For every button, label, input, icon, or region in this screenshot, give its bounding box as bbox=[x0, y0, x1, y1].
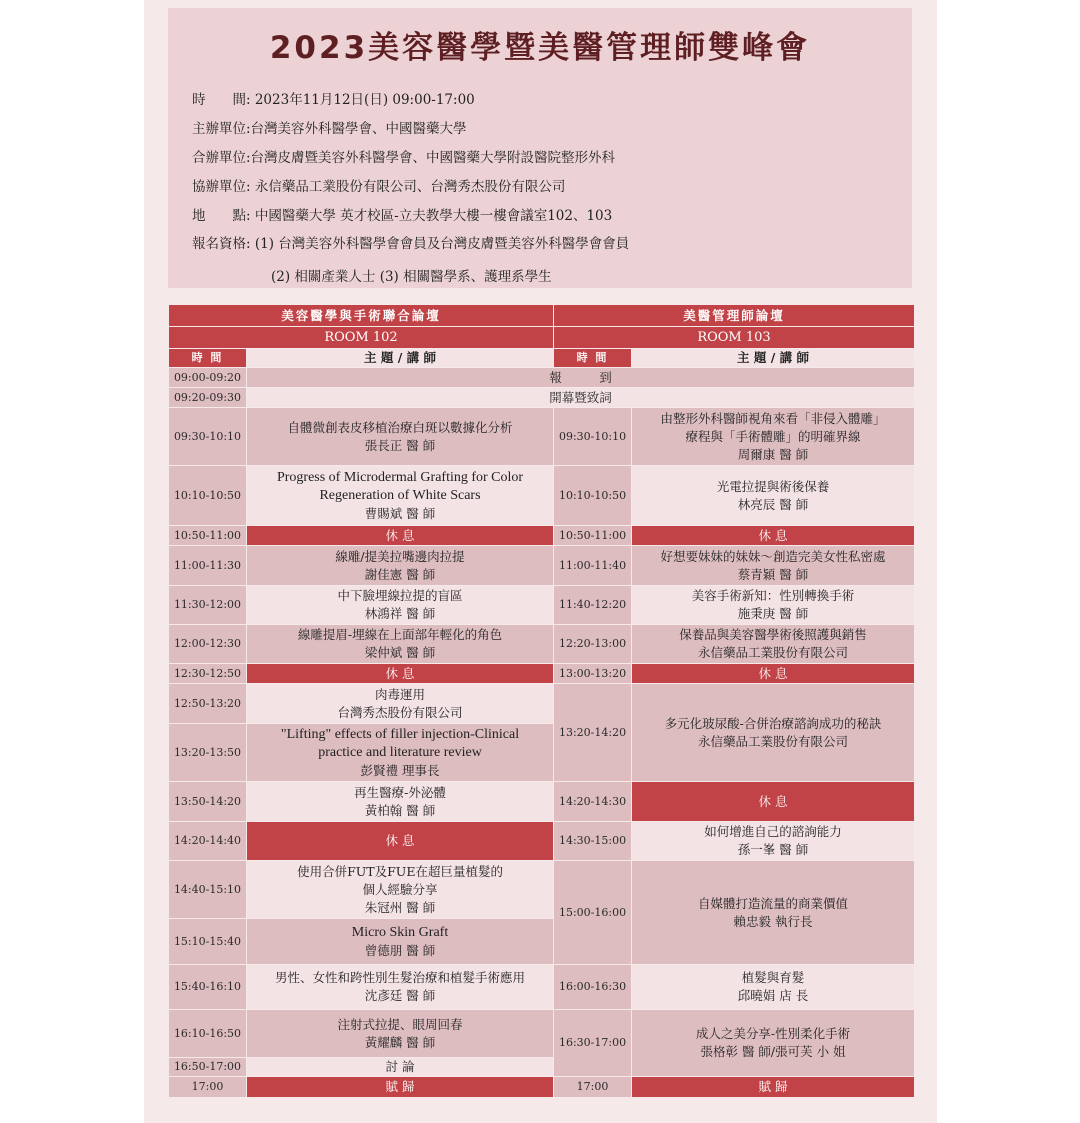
col-time-left: 時 間 bbox=[169, 349, 246, 367]
session-speaker: 賴忠毅 執行長 bbox=[733, 913, 813, 929]
session-topic: 自體微創表皮移植治療白斑以數據化分析 bbox=[287, 419, 513, 435]
break-cell: 休 息 bbox=[632, 526, 914, 545]
session-speaker: 周爾康 醫 師 bbox=[737, 446, 809, 462]
session-cell bbox=[247, 586, 553, 624]
session-topic: 療程與「手術體雕」的明確界線 bbox=[685, 428, 861, 444]
session-topic: Micro Skin Graft bbox=[351, 924, 449, 940]
session-topic: 肉毒運用 bbox=[375, 686, 426, 702]
session-speaker: 梁仲斌 醫 師 bbox=[364, 645, 436, 660]
time-cell: 17:00 bbox=[554, 1077, 631, 1097]
session-speaker: 永信藥品工業股份有限公司 bbox=[698, 645, 849, 660]
time-cell: 10:10-10:50 bbox=[554, 466, 631, 525]
session-speaker: 黃柏翰 醫 師 bbox=[364, 802, 436, 818]
time-cell: 10:50-11:00 bbox=[169, 526, 246, 545]
closing-cell: 賦 歸 bbox=[632, 1077, 914, 1097]
session-cell bbox=[632, 546, 914, 585]
session-cell bbox=[632, 586, 914, 624]
event-info-panel bbox=[168, 8, 912, 288]
session-cell bbox=[247, 861, 553, 918]
session-cell bbox=[247, 546, 553, 585]
session-speaker: 永信藥品工業股份有限公司 bbox=[698, 733, 849, 749]
session-speaker: 謝佳憲 醫 師 bbox=[364, 566, 436, 582]
session-topic: 光電拉提與術後保養 bbox=[716, 478, 830, 494]
room-left: ROOM 102 bbox=[169, 327, 553, 348]
session-cell bbox=[632, 408, 914, 465]
session-topic: practice and literature review bbox=[318, 744, 482, 760]
session-cell bbox=[632, 861, 914, 964]
time-cell: 15:40-16:10 bbox=[169, 965, 246, 1009]
session-cell bbox=[247, 919, 553, 964]
time-cell: 09:30-10:10 bbox=[169, 408, 246, 465]
break-cell: 休 息 bbox=[247, 526, 553, 545]
session-cell bbox=[247, 625, 553, 663]
break-cell: 休 息 bbox=[247, 664, 553, 683]
session-speaker: 林鴻祥 醫 師 bbox=[364, 606, 436, 621]
time-cell: 17:00 bbox=[169, 1077, 246, 1097]
session-cell bbox=[247, 724, 553, 781]
time-cell: 13:50-14:20 bbox=[169, 782, 246, 821]
break-cell: 休 息 bbox=[247, 822, 553, 860]
time-cell: 12:00-12:30 bbox=[169, 625, 246, 663]
session-topic: 線雕提眉-埋線在上面部年輕化的角色 bbox=[297, 627, 503, 642]
break-cell: 休 息 bbox=[632, 664, 914, 683]
room-right: ROOM 103 bbox=[554, 327, 914, 348]
session-speaker: 曹賜斌 醫 師 bbox=[364, 505, 436, 521]
session-topic: Regeneration of White Scars bbox=[319, 487, 481, 503]
session-topic: 使用合併FUT及FUE在超巨量植髮的 bbox=[297, 863, 503, 879]
info-eligibility-2: (2) 相關產業人士 (3) 相關醫學系、護理系學生 bbox=[271, 269, 552, 285]
time-cell: 16:50-17:00 bbox=[169, 1058, 246, 1076]
info-venue: 地 點: 中國醫藥大學 英才校區-立夫教學大樓一樓會議室102、103 bbox=[192, 208, 613, 224]
session-speaker: 張格彰 醫 師/張可芙 小 姐 bbox=[700, 1044, 846, 1059]
discussion-cell: 討 論 bbox=[247, 1058, 553, 1076]
time-cell: 12:30-12:50 bbox=[169, 664, 246, 683]
session-topic: "Lifting" effects of filler injection-Clinical bbox=[280, 726, 520, 742]
time-cell: 12:50-13:20 bbox=[169, 684, 246, 723]
session-topic: 線雕/提美拉嘴邊肉拉提 bbox=[335, 548, 465, 564]
session-speaker: 黃耀麟 醫 師 bbox=[364, 1034, 436, 1050]
time-cell: 14:20-14:30 bbox=[554, 782, 631, 821]
time-cell: 09:00-09:20 bbox=[169, 368, 246, 387]
forum-right-title: 美醫管理師論壇 bbox=[554, 305, 914, 326]
closing-cell: 賦 歸 bbox=[247, 1077, 553, 1097]
session-topic: 成人之美分享-性別柔化手術 bbox=[695, 1026, 851, 1041]
session-speaker: 施秉庚 醫 師 bbox=[737, 606, 809, 621]
session-cell bbox=[632, 1010, 914, 1076]
session-topic: 個人經驗分享 bbox=[362, 881, 438, 897]
opening-row: 開幕暨致詞 bbox=[247, 388, 914, 407]
session-topic: Progress of Microdermal Grafting for Color bbox=[276, 469, 524, 485]
time-cell: 09:30-10:10 bbox=[554, 408, 631, 465]
time-cell: 12:20-13:00 bbox=[554, 625, 631, 663]
schedule-table bbox=[168, 304, 915, 1098]
session-cell bbox=[247, 782, 553, 821]
time-cell: 10:10-10:50 bbox=[169, 466, 246, 525]
session-speaker: 張長正 醫 師 bbox=[364, 437, 436, 453]
session-topic: 好想要妹妹的妹妹～創造完美女性私密處 bbox=[660, 548, 886, 564]
session-speaker: 孫一峯 醫 師 bbox=[737, 842, 809, 857]
session-topic: 多元化玻尿酸-合併治療諮詢成功的秘訣 bbox=[664, 715, 882, 731]
page-title: 2023美容醫學暨美醫管理師雙峰會 bbox=[269, 30, 811, 66]
time-cell: 14:20-14:40 bbox=[169, 822, 246, 860]
time-cell: 11:30-12:00 bbox=[169, 586, 246, 624]
time-cell: 09:20-09:30 bbox=[169, 388, 246, 407]
info-date: 時 間: 2023年11月12日(日) 09:00-17:00 bbox=[192, 92, 475, 108]
time-cell: 16:10-16:50 bbox=[169, 1010, 246, 1057]
session-cell bbox=[632, 965, 914, 1009]
break-cell: 休 息 bbox=[632, 782, 914, 821]
info-assisting-units: 協辦單位: 永信藥品工業股份有限公司、台灣秀杰股份有限公司 bbox=[192, 179, 566, 195]
session-cell bbox=[632, 684, 914, 781]
session-topic: 美容手術新知：性別轉換手術 bbox=[691, 588, 855, 603]
time-cell: 16:00-16:30 bbox=[554, 965, 631, 1009]
session-topic: 再生醫療-外泌體 bbox=[354, 784, 446, 800]
session-speaker: 曾德朋 醫 師 bbox=[364, 942, 436, 958]
session-topic: 如何增進自己的諮詢能力 bbox=[704, 824, 842, 839]
session-cell bbox=[632, 625, 914, 663]
col-time-right: 時 間 bbox=[554, 349, 631, 367]
time-cell: 15:10-15:40 bbox=[169, 919, 246, 964]
session-topic: 注射式拉提、眼周回春 bbox=[337, 1016, 463, 1032]
time-cell: 13:20-14:20 bbox=[554, 684, 631, 781]
time-cell: 11:40-12:20 bbox=[554, 586, 631, 624]
time-cell: 15:00-16:00 bbox=[554, 861, 631, 964]
time-cell: 13:20-13:50 bbox=[169, 724, 246, 781]
session-cell bbox=[632, 466, 914, 525]
session-speaker: 林亮辰 醫 師 bbox=[737, 496, 809, 512]
session-cell bbox=[247, 965, 553, 1009]
info-co-organizer: 合辦單位:台灣皮膚暨美容外科醫學會、中國醫藥大學附設醫院整形外科 bbox=[192, 150, 616, 166]
col-topic-right: 主 題 / 講 師 bbox=[632, 349, 914, 367]
session-speaker: 邱曉娟 店 長 bbox=[737, 988, 809, 1003]
session-topic: 男性、女性和跨性別生髮治療和植髮手術應用 bbox=[275, 970, 526, 985]
session-topic: 自媒體打造流量的商業價值 bbox=[698, 895, 849, 911]
forum-left-title: 美容醫學與手術聯合論壇 bbox=[169, 305, 553, 326]
time-cell: 16:30-17:00 bbox=[554, 1010, 631, 1076]
session-cell bbox=[247, 408, 553, 465]
session-cell bbox=[247, 1010, 553, 1057]
session-speaker: 台灣秀杰股份有限公司 bbox=[337, 704, 463, 720]
session-speaker: 沈彥廷 醫 師 bbox=[364, 988, 436, 1003]
time-cell: 14:30-15:00 bbox=[554, 822, 631, 860]
session-topic: 植髮與育髮 bbox=[741, 970, 805, 985]
session-speaker: 彭賢禮 理事長 bbox=[360, 762, 440, 778]
time-cell: 10:50-11:00 bbox=[554, 526, 631, 545]
col-topic-left: 主 題 / 講 師 bbox=[247, 349, 553, 367]
time-cell: 11:00-11:40 bbox=[554, 546, 631, 585]
session-speaker: 蔡青穎 醫 師 bbox=[737, 566, 809, 582]
session-topic: 由整形外科醫師視角來看「非侵入體雕」 bbox=[660, 410, 886, 426]
info-eligibility: 報名資格: (1) 台灣美容外科醫學會會員及台灣皮膚暨美容外科醫學會會員 bbox=[192, 236, 630, 252]
session-cell bbox=[247, 684, 553, 723]
session-topic: 保養品與美容醫學術後照護與銷售 bbox=[679, 627, 867, 642]
session-cell bbox=[632, 822, 914, 860]
time-cell: 13:00-13:20 bbox=[554, 664, 631, 683]
registration-row: 報 到 bbox=[247, 368, 914, 387]
time-cell: 11:00-11:30 bbox=[169, 546, 246, 585]
time-cell: 14:40-15:10 bbox=[169, 861, 246, 918]
session-topic: 中下臉埋線拉提的盲區 bbox=[337, 588, 463, 603]
info-organizer: 主辦單位:台灣美容外科醫學會、中國醫藥大學 bbox=[192, 121, 467, 137]
session-speaker: 朱冠州 醫 師 bbox=[364, 899, 436, 915]
session-cell bbox=[247, 466, 553, 525]
